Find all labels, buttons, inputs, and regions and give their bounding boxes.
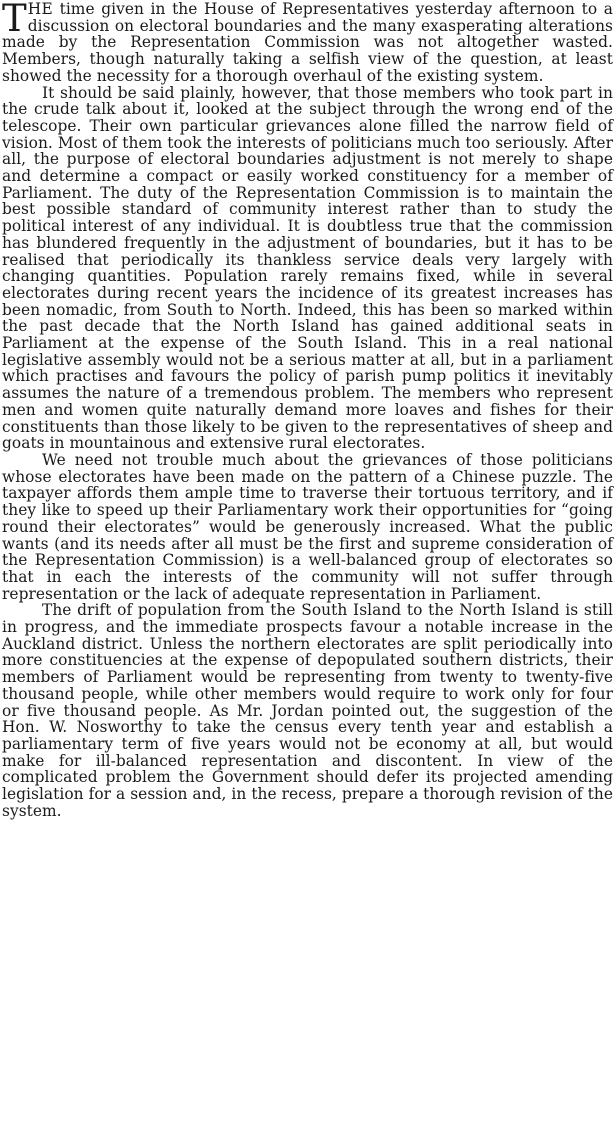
paragraph-2: It should be said plainly, however, that those members who took part in the crude talk about it, looked at the subject through the wrong end of the telescope. Their own particular grievances alone filled the narrow field of vision. Most of them took the interests of politicians much too seriously. After all, the purpose of electoral boundaries adjustment is not merely to shape and determine a compact or easily worked constituency for a member of Parliament. The duty of the Representation Commission is to maintain the best possible standard of community interest rather than to study the political interest of any individual. It is doubtless true that the commission has blundered frequently in the adjustment of boundaries, but it has to be realised that periodically its thankless service deals very largely with changing quantities. Population rarely remains fixed, while in several electorates during recent years the incidence of its greatest increases has been nomadic, from South to North. Indeed, this has been so marked within the past decade that the North Island has gained additional seats in Parliament at the expense of the South Island. This in a real national legislative assembly would not be a serious matter at all, but in a parliament which practises and favours the policy of parish pump politics it inevitably assumes the nature of a tremendous problem. The members who represent men and women quite naturally demand more loaves and fishes for their constituents than those likely to be given to the representatives of sheep and goats in mountainous and extensive rural electorates. — [2, 83, 613, 453]
paragraph-3: We need not trouble much about the grievances of those politicians whose electorates have been made on the pattern of a Chinese puzzle. The taxpayer affords them ample time to traverse their tortuous territory, and if they like to speed up their Parliamentary work their opportunities for “going round their electorates” would be generously increased. What the public wants (and its needs after all must be the first and supreme consideration of the Representation Commission) is a well-balanced group of electorates so that in each the interests of the community will not suffer through representation or the lack of adequate representation in Parliament. — [2, 450, 613, 603]
drop-cap: T — [2, 0, 27, 40]
lead-caps: HE — [27, 0, 53, 18]
paragraph-1 — [2, 1, 613, 85]
paragraph-1-text: time given in the House of Representatives yesterday afternoon to a discussion on electoral boundaries and the many exasperating alterations made by the Representation Commission was not altogether wasted. Members, though naturally taking a selfish view of the question, at least showed the necessity for a thorough overhaul of the existing system. — [2, 0, 613, 85]
paragraph-4: The drift of population from the South Island to the North Island is still in progress, and the immediate prospects favour a notable increase in the Auckland district. Unless the northern electorates are split periodically into more constituencies at the expense of depopulated southern districts, their members of Parliament would be representing from twenty to twenty-five thousand people, while other members would require to work only for four or five thousand people. As Mr. Jordan pointed out, the suggestion of the Hon. W. Nosworthy to take the census every tenth year and establish a parliamentary term of five years would not be economy at all, but would make for ill-balanced representation and discontent. In view of the complicated problem the Government should defer its projected amending legislation for a session and, in the recess, prepare a thorough revision of the system. — [2, 601, 613, 820]
